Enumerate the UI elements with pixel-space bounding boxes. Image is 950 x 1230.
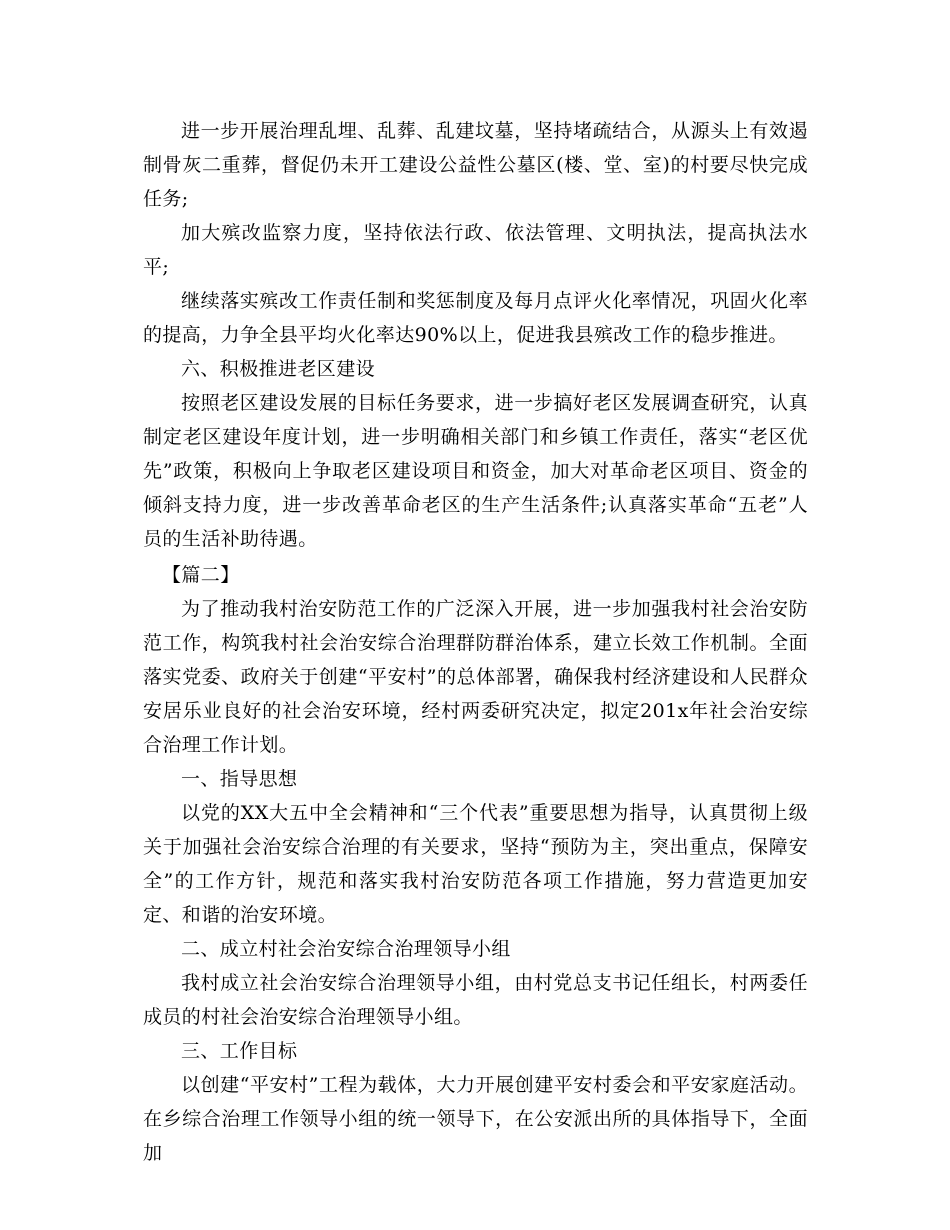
para-intro: 为了推动我村治安防范工作的广泛深入开展，进一步加强我村社会治安防范工作，构筑我村社会治安综合治理群防群治体系，建立长效工作机制。全面落实党委、政府关于创建“平安村”的总体部署，确保我村经济建设和人民群众安居乐业良好的社会治安环境，经村两委研究决定，拟定201x年社会治安综合治理工作计划。 bbox=[143, 598, 808, 756]
para-burial-governance: 进一步开展治理乱埋、乱葬、乱建坟墓，坚持堵疏结合，从源头上有效遏制骨灰二重葬，督促仍未开工建设公益性公墓区(楼、堂、室)的村要尽快完成任务; bbox=[143, 120, 808, 210]
para-old-area: 按照老区建设发展的目标任务要求，进一步搞好老区发展调查研究，认真制定老区建设年度计划，进一步明确相关部门和乡镇工作责任，落实“老区优先”政策，积极向上争取老区建设项目和资金，加大对革命老区项目、资金的倾斜支持力度，进一步改善革命老区的生产生活条件;认真落实革命“五老”人员的生活补助待遇。 bbox=[143, 392, 808, 550]
document-page bbox=[143, 114, 808, 1170]
heading-old-area: 六、积极推进老区建设 bbox=[181, 358, 376, 380]
para-guiding-thought: 以党的XX大五中全会精神和“三个代表”重要思想为指导，认真贯彻上级关于加强社会治安综合治理的有关要求，坚持“预防为主，突出重点，保障安全”的工作方针，规范和落实我村治安防范各项工作措施，努力营造更加安定、和谐的治安环境。 bbox=[143, 802, 808, 926]
para-supervision: 加大殡改监察力度，坚持依法行政、依法管理、文明执法，提高执法水平; bbox=[143, 222, 808, 278]
heading-guiding-thought: 一、指导思想 bbox=[181, 768, 298, 790]
section-label-part-two: 【篇二】 bbox=[162, 564, 240, 586]
heading-leading-group: 二、成立村社会治安综合治理领导小组 bbox=[181, 938, 511, 960]
para-leading-group: 我村成立社会治安综合治理领导小组，由村党总支书记任组长，村两委任成员的村社会治安综合治理领导小组。 bbox=[143, 972, 808, 1028]
heading-work-goals: 三、工作目标 bbox=[181, 1040, 298, 1062]
para-work-goals: 以创建“平安村”工程为载体，大力开展创建平安村委会和平安家庭活动。在乡综合治理工作领导小组的统一领导下，在公安派出所的具体指导下，全面加 bbox=[143, 1074, 808, 1164]
para-cremation-rate: 继续落实殡改工作责任制和奖惩制度及每月点评火化率情况，巩固火化率的提高，力争全县平均火化率达90%以上，促进我县殡改工作的稳步推进。 bbox=[143, 290, 808, 346]
